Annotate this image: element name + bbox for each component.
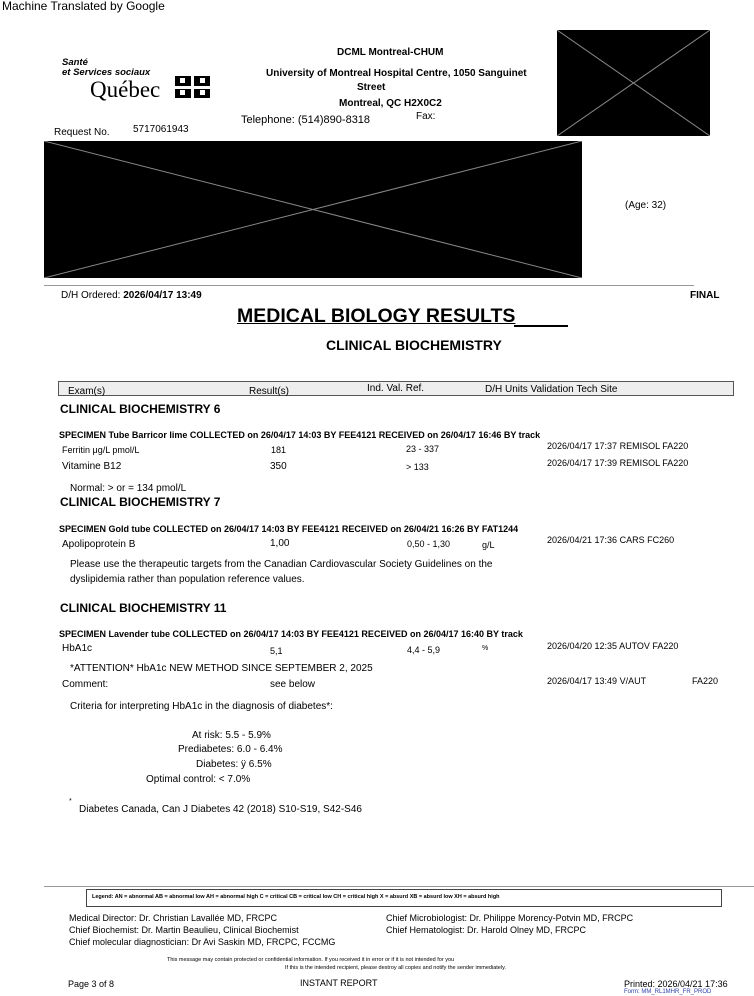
section-title-biochem-11: CLINICAL BIOCHEMISTRY 11 bbox=[60, 601, 227, 615]
lab-address-line3: Montreal, QC H2X0C2 bbox=[339, 98, 442, 109]
validation-info: 2026/04/17 17:39 REMISOL FA220 bbox=[547, 458, 689, 468]
reference-citation: Diabetes Canada, Can J Diabetes 42 (2018) S10-S19, S42-S46 bbox=[79, 804, 362, 815]
attention-notice: *ATTENTION* HbA1c NEW METHOD SINCE SEPTEMBER 2, 2025 bbox=[70, 663, 373, 674]
form-code: Form: MM_RL1MHR_FR_PROD bbox=[624, 989, 712, 995]
comment-value: see below bbox=[270, 679, 316, 690]
logo-line1: Santé bbox=[62, 57, 88, 68]
guideline-note-line2: dyslipidemia rather than population reference values. bbox=[70, 574, 305, 585]
chief-microbiologist: Chief Microbiologist: Dr. Philippe Morency-Potvin MD, FRCPC bbox=[386, 913, 634, 923]
criteria-heading: Criteria for interpreting HbA1c in the diagnosis of diabetes*: bbox=[70, 701, 333, 712]
specimen-info: SPECIMEN Gold tube COLLECTED on 26/04/17 14:03 BY FEE4121 RECEIVED on 26/04/21 16:26 BY FAT1244 bbox=[59, 524, 519, 534]
patient-age: (Age: 32) bbox=[625, 200, 667, 211]
fleur-de-lis-flag-icon bbox=[175, 76, 210, 98]
lab-fax: Fax: bbox=[416, 111, 436, 122]
column-exam: Exam(s) bbox=[68, 386, 106, 397]
validation-info: 2026/04/17 13:49 V/AUT bbox=[547, 676, 647, 686]
criteria-optimal-control: Optimal control: < 7.0% bbox=[146, 774, 251, 785]
chief-biochemist: Chief Biochemist: Dr. Martin Beaulieu, Clinical Biochemist bbox=[69, 925, 299, 935]
lab-telephone: Telephone: (514)890-8318 bbox=[241, 114, 371, 126]
exam-name: HbA1c bbox=[62, 643, 93, 654]
units: g/L bbox=[482, 540, 495, 550]
report-title: MEDICAL BIOLOGY RESULTS bbox=[237, 305, 516, 327]
lab-name: DCML Montreal-CHUM bbox=[337, 47, 444, 58]
request-number-label: Request No. bbox=[54, 127, 110, 138]
report-subtitle: CLINICAL BIOCHEMISTRY bbox=[326, 337, 502, 353]
specimen-info: SPECIMEN Tube Barricor lime COLLECTED on 26/04/17 14:03 BY FEE4121 RECEIVED on 26/04/17 16:46 BY track bbox=[59, 430, 541, 440]
chief-molecular-diagnostician: Chief molecular diagnostician: Dr Avi Saskin MD, FRCPC, FCCMG bbox=[69, 937, 336, 947]
confidentiality-notice-line1: This message may contain protected or confidential information. If you received it in error or if it is not intended for you bbox=[167, 957, 455, 963]
reference-range: 4,4 - 5,9 bbox=[407, 645, 441, 655]
order-label: D/H Ordered: bbox=[61, 290, 121, 301]
machine-translation-banner: Machine Translated by Google bbox=[2, 0, 165, 13]
lab-address-line2: Street bbox=[357, 82, 386, 93]
abnormal-flag-legend: Legend: AN = abnormal AB = abnormal low AH = abnormal high C = critical CB = critical low CH = critical high X = absurd XB = absurd low XH = absurd high bbox=[92, 894, 500, 900]
logo-line2: et Services sociaux bbox=[62, 67, 151, 78]
validation-info: 2026/04/20 12:35 AUTOV FA220 bbox=[547, 641, 679, 651]
reference-range: > 133 bbox=[406, 462, 429, 472]
result-value: 350 bbox=[270, 461, 287, 472]
validation-info: 2026/04/21 17:36 CARS FC260 bbox=[547, 535, 675, 545]
section-title-biochem-7: CLINICAL BIOCHEMISTRY 7 bbox=[60, 495, 221, 509]
report-type: INSTANT REPORT bbox=[300, 978, 378, 988]
reference-range: 23 - 337 bbox=[406, 444, 440, 454]
title-underline-extension bbox=[514, 325, 568, 327]
printed-datetime: Printed: 2026/04/21 17:36 bbox=[624, 979, 728, 989]
report-status: FINAL bbox=[690, 290, 720, 301]
quebec-logo bbox=[62, 58, 212, 106]
result-value: 1,00 bbox=[270, 538, 290, 549]
result-value: 181 bbox=[271, 445, 287, 455]
exam-name: Ferritin μg/L pmol/L bbox=[62, 445, 140, 455]
exam-name: Apolipoprotein B bbox=[62, 539, 136, 550]
request-number-value: 5717061943 bbox=[133, 124, 189, 135]
order-datetime bbox=[61, 290, 202, 302]
column-result: Result(s) bbox=[249, 386, 290, 397]
comment-label: Comment: bbox=[62, 679, 109, 690]
validation-info: 2026/04/17 17:37 REMISOL FA220 bbox=[547, 441, 689, 451]
exam-name: Vitamine B12 bbox=[62, 461, 122, 472]
criteria-at-risk: At risk: 5.5 - 5.9% bbox=[192, 730, 271, 741]
validation-site: FA220 bbox=[692, 676, 719, 686]
column-date-units-validation: D/H Units Validation Tech Site bbox=[485, 384, 618, 395]
criteria-diabetes: Diabetes: ÿ 6.5% bbox=[196, 759, 272, 770]
redacted-patient-info bbox=[44, 141, 582, 278]
units: % bbox=[482, 645, 489, 652]
chief-hematologist: Chief Hematologist: Dr. Harold Olney MD, FRCPC bbox=[386, 925, 587, 935]
reference-range: 0,50 - 1,30 bbox=[407, 539, 451, 549]
redacted-barcode-block bbox=[557, 30, 710, 136]
section-title-biochem-6: CLINICAL BIOCHEMISTRY 6 bbox=[60, 402, 221, 416]
header-divider bbox=[44, 285, 694, 286]
criteria-prediabetes: Prediabetes: 6.0 - 6.4% bbox=[178, 744, 283, 755]
column-reference: Ind. Val. Ref. bbox=[367, 383, 425, 394]
guideline-note-line1: Please use the therapeutic targets from the Canadian Cardiovascular Society Guidelines on the bbox=[70, 559, 493, 570]
order-value: 2026/04/17 13:49 bbox=[123, 290, 202, 301]
medical-director: Medical Director: Dr. Christian Lavallée MD, FRCPC bbox=[69, 913, 278, 923]
lab-address-line1: University of Montreal Hospital Centre, 1050 Sanguinet bbox=[266, 68, 527, 79]
footnote-asterisk: * bbox=[69, 798, 72, 805]
result-note: Normal: > or = 134 pmol/L bbox=[70, 483, 187, 494]
confidentiality-notice-line2: If this is the intended recipient, please destroy all copies and notify the sender immediately. bbox=[285, 965, 506, 971]
footer-divider bbox=[44, 886, 754, 887]
specimen-info: SPECIMEN Lavender tube COLLECTED on 26/04/17 14:03 BY FEE4121 RECEIVED on 26/04/17 16:40 BY track bbox=[59, 629, 523, 639]
result-value: 5,1 bbox=[270, 646, 283, 656]
page-number: Page 3 of 8 bbox=[68, 979, 115, 989]
logo-quebec-word: Québec bbox=[90, 77, 161, 102]
